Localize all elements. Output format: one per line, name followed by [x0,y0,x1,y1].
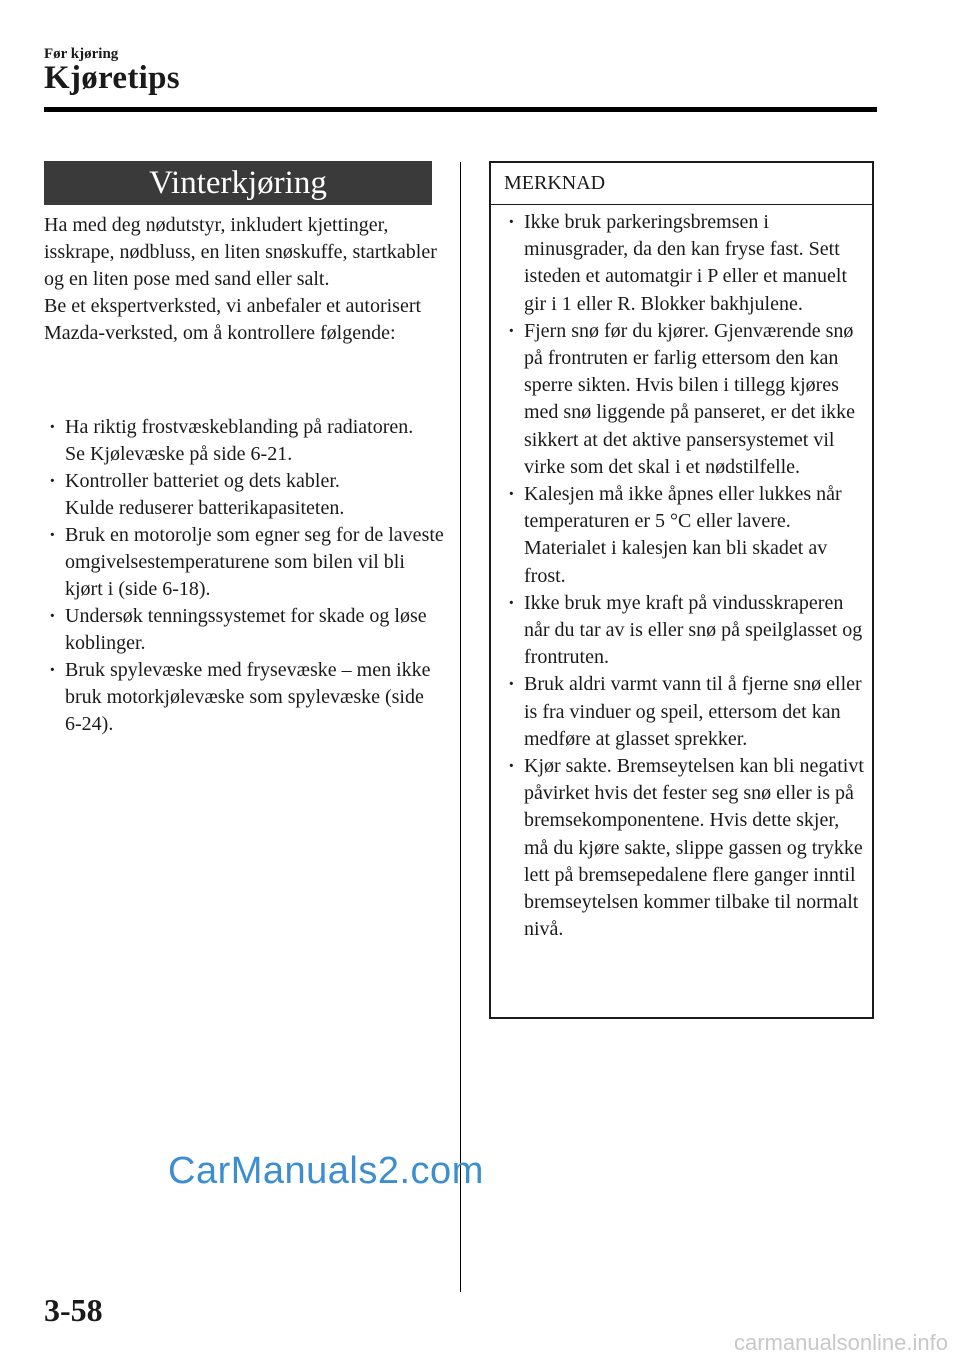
footer-watermark: carmanualsonline.info [733,1330,948,1355]
note-item: · Ikke bruk parkeringsbremsen i minusgrader, da den kan fryse fast. Sett isteden et automatgir i P eller et manuelt gir i 1 eller R. Blokker bakhjulene. [503,209,864,318]
page-title: Kjøretips [44,60,180,96]
list-item [44,603,444,657]
list-item-text: · Bruk en motorolje som egner seg for de laveste omgivelsestemperaturene som bilen vil bli kjørt i (side 6-18). [65,524,444,600]
intro-text [44,212,444,347]
header-rule [44,107,877,112]
list-item-text: · Ha riktig frostvæskeblanding på radiatoren. [65,416,414,438]
section-heading: Vinterkjøring [44,161,432,205]
check-list [44,414,444,738]
column-divider [460,162,461,1292]
list-item-text: · Bruk spylevæske med frysevæske – men ikke bruk motorkjølevæske som spylevæske (side 6-24). [65,659,431,735]
intro-paragraph: Ha med deg nødutstyr, inkludert kjettinger, isskrape, nødbluss, en liten snøskuffe, startkabler og en liten pose med sand eller salt. [44,214,437,290]
note-item: · Fjern snø før du kjører. Gjenværende snø på frontruten er farlig ettersom den kan sperre sikten. Hvis bilen i tillegg kjøres med snø liggende på panseret, er det ikke sikkert at det aktive pansersystemet vil virke som det skal i et nødstilfelle. [503,318,864,481]
list-item [44,468,444,522]
list-item-text: Se Kjølevæske på side 6-21. [65,443,293,465]
intro-paragraph: Be et ekspertverksted, vi anbefaler et autorisert Mazda-verksted, om å kontrollere følgende: [44,295,422,344]
note-item: · Bruk aldri varmt vann til å fjerne snø eller is fra vinduer og speil, ettersom det kan medføre at glasset sprekker. [503,671,864,753]
note-item: · Ikke bruk mye kraft på vindusskraperen når du tar av is eller snø på speilglasset og frontruten. [503,590,864,672]
breadcrumb: Før kjøring [44,46,119,62]
list-item [44,522,444,603]
list-item-text: · Undersøk tenningssystemet for skade og løse koblinger. [65,605,427,654]
note-title: MERKNAD [491,163,872,205]
list-item-text: Kulde reduserer batterikapasiteten. [65,497,345,519]
list-item [44,414,444,468]
note-box [489,161,874,1019]
page-number: 3-58 [44,1292,103,1328]
list-item [44,657,444,738]
note-item: · Kjør sakte. Bremseytelsen kan bli negativt påvirket hvis det fester seg snø eller is på bremsekomponentene. Hvis dette skjer, må du kjøre sakte, slippe gassen og trykke lett på bremsepedalene flere ganger inntil bremseytelsen kommer tilbake til normalt nivå. [503,753,864,943]
list-item-text: · Kontroller batteriet og dets kabler. [65,470,340,492]
watermark-logo: CarManuals2.com [168,1150,484,1192]
note-item: · Kalesjen må ikke åpnes eller lukkes når temperaturen er 5 °C eller lavere. Materialet i kalesjen kan bli skadet av frost. [503,481,864,590]
